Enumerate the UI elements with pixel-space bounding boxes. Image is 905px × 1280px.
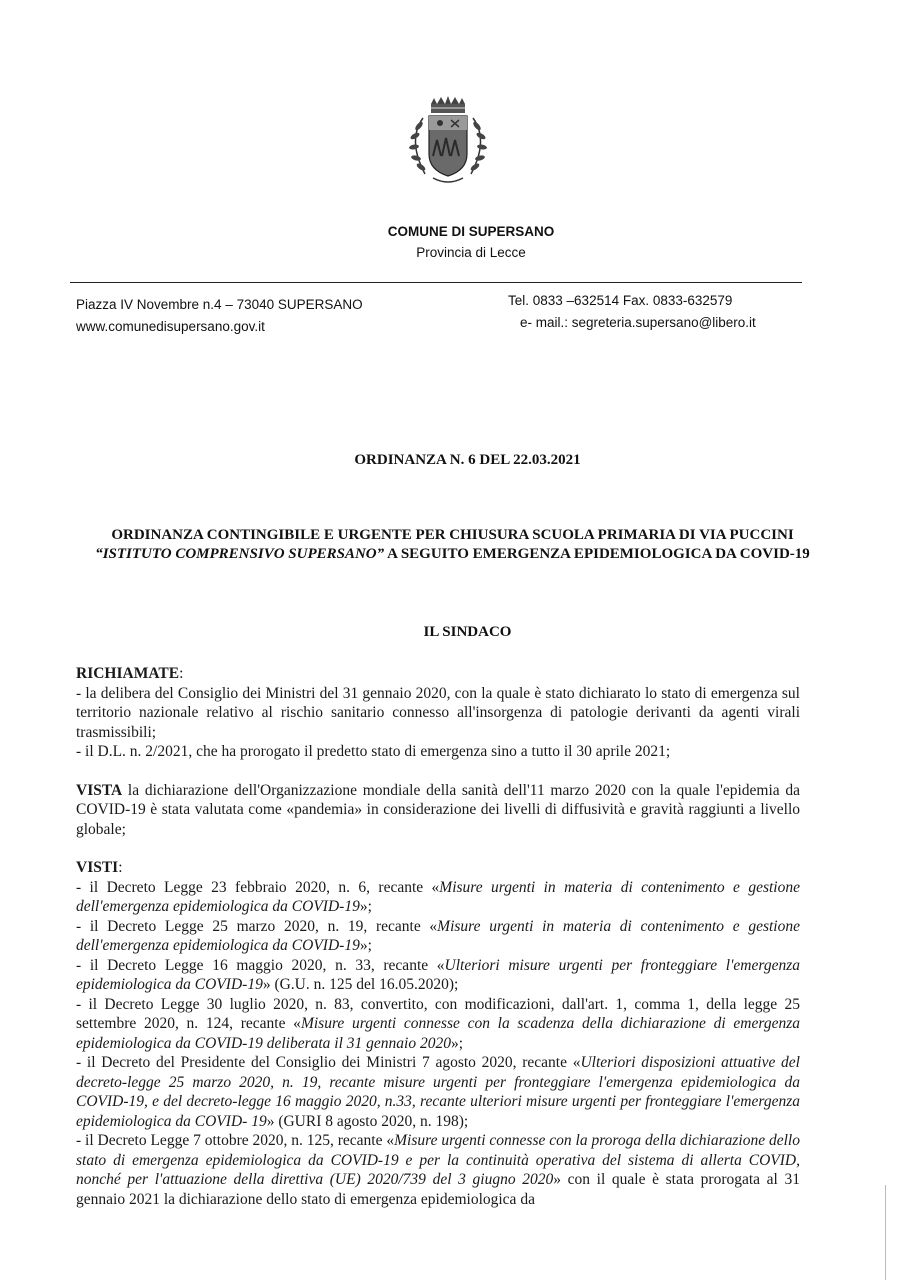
visti-3-lead: - il Decreto Legge 16 maggio 2020, n. 33, recante « <box>76 956 445 974</box>
subject-part-c: A SEGUITO EMERGENZA EPIDEMIOLOGICA DA COVID-19 <box>384 546 810 562</box>
visti-5-tail: » (GURI 8 agosto 2020, n. 198); <box>266 1112 469 1130</box>
richiamate-heading <box>76 664 800 684</box>
address-line: Piazza IV Novembre n.4 – 73040 SUPERSANO <box>76 297 363 312</box>
municipality-name: COMUNE DI SUPERSANO <box>387 224 555 239</box>
website-link[interactable]: www.comunedisupersano.gov.it <box>76 319 265 334</box>
coat-of-arms-emblem <box>393 96 503 188</box>
visti-3-title: Ulteriori misure urgenti per fronteggiare l'emergenza epidemiologica da COVID-19 <box>76 956 800 993</box>
visti-5-title: Ulteriori disposizioni attuative del decreto-legge 25 marzo 2020, n. 19, recante misure urgenti per fronteggiare l'emergenza epidemiologica da COVID-19, e del decreto-legge 16 maggio 2020, n.33, recante ulteriori misure urgenti per fronteggiare l'emergenza epidemiologica da COVID- 19 <box>76 1054 800 1130</box>
visti-1-lead: - il Decreto Legge 23 febbraio 2020, n. 6, recante « <box>76 878 440 896</box>
visti-6-lead: - il Decreto Legge 7 ottobre 2020, n. 125, recante « <box>76 1132 395 1149</box>
visti-4-tail: »; <box>450 1034 464 1052</box>
scan-edge-line <box>885 1185 886 1280</box>
vista-label: VISTA <box>76 781 123 799</box>
richiamate-colon: : <box>179 665 184 682</box>
visti-item-1 <box>76 878 800 917</box>
email-link[interactable]: e- mail.: segreteria.supersano@libero.it <box>520 315 756 330</box>
ordinance-number: ORDINANZA N. 6 DEL 22.03.2021 <box>354 452 581 468</box>
visti-4-lead: - il Decreto Legge 30 luglio 2020, n. 83, convertito, con modificazioni, dall'art. 1, comma 1, della legge 25 settembre 2020, n. 124, recante « <box>76 995 800 1032</box>
document-body <box>76 664 800 1209</box>
subject-part-b: “ISTITUTO COMPRENSIVO SUPERSANO” <box>95 546 385 562</box>
visti-item-3 <box>76 956 800 995</box>
visti-3-tail: » (G.U. n. 125 del 16.05.2020); <box>262 976 459 993</box>
subject-part-a: ORDINANZA CONTINGIBILE E URGENTE PER CHIUSURA SCUOLA PRIMARIA DI VIA PUCCINI <box>111 527 794 543</box>
vista-text: la dichiarazione dell'Organizzazione mondiale della sanità dell'11 marzo 2020 con la quale l'epidemia da COVID-19 è stata valutata come «pandemia» in considerazione dei livelli di diffusività e gravità raggiunti a livello globale; <box>76 781 800 838</box>
crown-icon <box>431 96 465 113</box>
visti-6-tail: » con il quale è stata prorogata al 31 gennaio 2021 la dichiarazione dello stato di emergenza epidemiologica da <box>76 1171 801 1208</box>
richiamate-item-1: - la delibera del Consiglio dei Ministri del 31 gennaio 2020, con la quale è stato dichiarato lo stato di emergenza sul territorio nazionale relativo al rischio sanitario connesso all'insorgenza di patologie derivanti da agenti virali trasmissibili; <box>76 684 800 741</box>
visti-6-title: Misure urgenti connesse con la proroga della dichiarazione dello stato di emergenza epidemiologica da COVID-19 e per la continuità operativa del sistema di allerta COVID, nonché per l'attuazione della direttiva (UE) 2020/739 del 3 giugno 2020 <box>76 1132 800 1188</box>
visti-4-title: Misure urgenti connesse con la scadenza della dichiarazione di emergenza epidemiologica da COVID-19 deliberata il 31 gennaio 2020 <box>76 1015 800 1052</box>
visti-heading <box>76 858 800 878</box>
visti-2-tail: »; <box>359 937 372 954</box>
ordinance-subject <box>0 526 905 564</box>
header-divider <box>70 282 802 283</box>
visti-2-title: Misure urgenti in materia di contenimento e gestione dell'emergenza epidemiologica da COVID-19 <box>76 917 800 954</box>
authority-heading: IL SINDACO <box>423 624 512 640</box>
contact-right <box>508 290 756 334</box>
paragraph-gap <box>76 839 800 858</box>
richiamate-item-2: - il D.L. n. 2/2021, che ha prorogato il predetto stato di emergenza sino a tutto il 30 aprile 2021; <box>76 743 671 760</box>
contact-left <box>76 294 363 338</box>
vista-paragraph <box>76 781 800 840</box>
province-name: Provincia di Lecce <box>416 245 526 260</box>
visti-label: VISTI <box>76 859 119 876</box>
laurel-branch-right-icon <box>470 118 488 174</box>
visti-item-6 <box>76 1131 800 1209</box>
visti-1-tail: »; <box>359 898 372 915</box>
shield-icon <box>429 116 467 176</box>
laurel-branch-left-icon <box>409 118 427 174</box>
visti-5-lead: - il Decreto del Presidente del Consiglio dei Ministri 7 agosto 2020, recante « <box>76 1054 581 1071</box>
visti-item-2 <box>76 917 800 956</box>
visti-item-4 <box>76 995 800 1054</box>
visti-2-lead: - il Decreto Legge 25 marzo 2020, n. 19, recante « <box>76 917 438 935</box>
visti-colon: : <box>118 859 123 876</box>
paragraph-gap <box>76 762 800 781</box>
visti-item-5 <box>76 1053 800 1131</box>
phone-fax-line: Tel. 0833 –632514 Fax. 0833-632579 <box>508 293 733 308</box>
visti-1-title: Misure urgenti in materia di contenimento e gestione dell'emergenza epidemiologica da COVID-19 <box>76 878 800 915</box>
richiamate-label: RICHIAMATE <box>76 665 180 682</box>
